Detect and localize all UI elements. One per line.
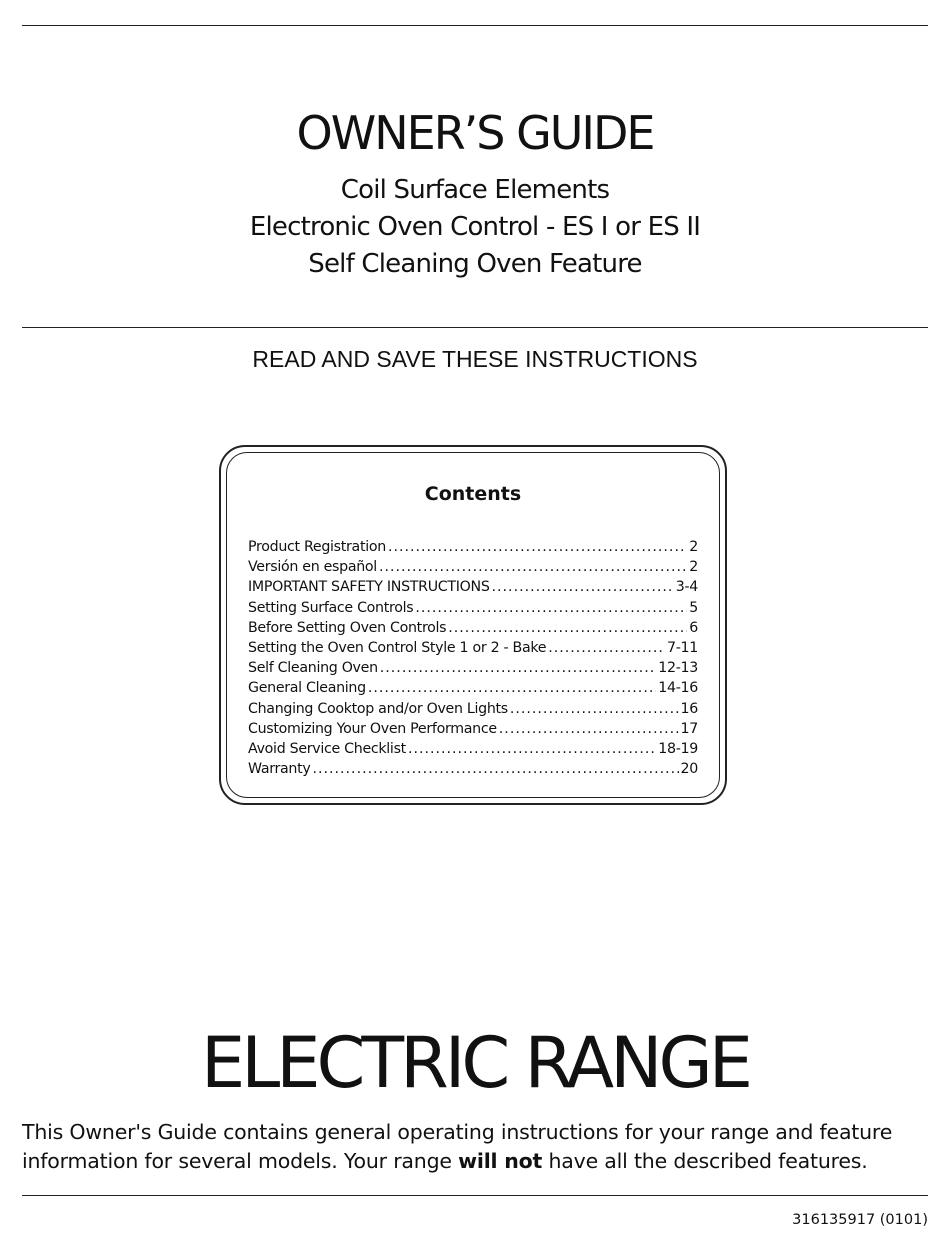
toc-item[interactable]: Self Cleaning Oven ..... 12-13 xyxy=(248,660,698,680)
top-rule xyxy=(22,25,928,26)
read-notice: READ AND SAVE THESE INSTRUCTIONS xyxy=(252,346,698,372)
subtitle-3: Self Cleaning Oven Feature xyxy=(308,249,642,279)
toc-item[interactable]: IMPORTANT SAFETY INSTRUCTIONS ..... 3-4 xyxy=(248,579,698,599)
subtitle-2: Electronic Oven Control - ES I or ES II xyxy=(249,212,701,242)
toc-item[interactable]: Setting Surface Controls ..... 5 xyxy=(248,600,698,620)
toc-item[interactable]: Customizing Your Oven Performance ..... 17 xyxy=(248,721,698,741)
guide-title: OWNER’S GUIDE xyxy=(296,106,654,160)
toc-item[interactable]: Versión en español ..... 2 xyxy=(248,559,698,579)
contents-heading: Contents xyxy=(424,483,522,505)
toc-item[interactable]: Avoid Service Checklist ..... 18-19 xyxy=(248,741,698,761)
toc-item[interactable]: Changing Cooktop and/or Oven Lights ..... 16 xyxy=(248,701,698,721)
toc-item[interactable]: Setting the Oven Control Style 1 or 2 - Bake ..... 7-11 xyxy=(248,640,698,660)
toc-item[interactable]: Before Setting Oven Controls ..... 6 xyxy=(248,620,698,640)
product-name: ELECTRIC RANGE xyxy=(200,1022,750,1104)
middle-rule xyxy=(22,327,928,328)
toc-item[interactable]: Product Registration ..... 2 xyxy=(248,539,698,559)
disclaimer-paragraph: This Owner's Guide contains general operating instructions for your range and feature information for several models. Your range will not have all the described features. xyxy=(22,1120,893,1173)
toc-item[interactable]: General Cleaning ..... 14-16 xyxy=(248,680,698,700)
document-code: 316135917 (0101) xyxy=(792,1212,928,1228)
bottom-rule xyxy=(22,1195,928,1196)
table-of-contents xyxy=(248,539,698,781)
disclaimer-emphasis: will not xyxy=(458,1149,543,1173)
subtitle-1: Coil Surface Elements xyxy=(340,175,610,205)
contents-box xyxy=(219,445,727,805)
toc-item[interactable]: Warranty ..... 20 xyxy=(248,761,698,781)
